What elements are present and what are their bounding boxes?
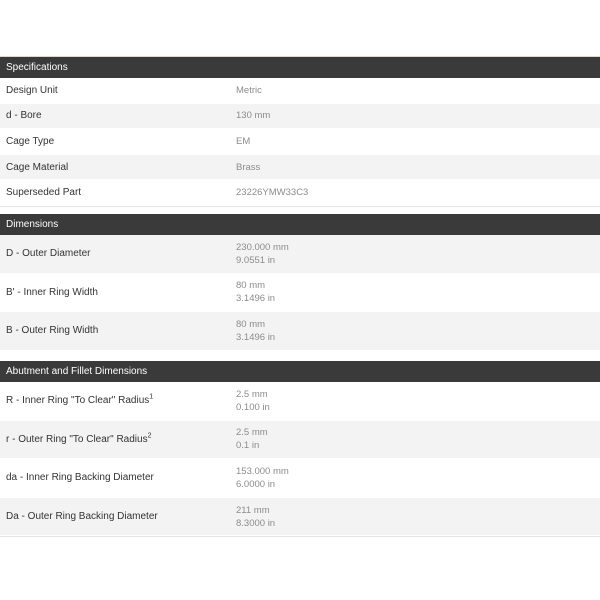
spec-label: Design Unit — [6, 84, 58, 96]
dimension-row — [0, 235, 600, 274]
spec-value: 23226YMW33C3 — [236, 187, 309, 199]
section-divider — [0, 536, 600, 537]
spec-label: Cage Type — [6, 135, 55, 147]
spec-value: Brass — [236, 161, 261, 173]
value-metric: 80 mm — [236, 280, 266, 292]
value-metric: 153.000 mm — [236, 465, 289, 477]
value-metric: 80 mm — [236, 318, 266, 330]
footnote-marker: 2 — [147, 432, 152, 440]
abutment-value — [236, 504, 275, 530]
abutment-label: da - Inner Ring Backing Diameter — [6, 472, 154, 484]
spec-label: Superseded Part — [6, 187, 82, 199]
abutment-label — [0, 434, 236, 445]
dimension-label: D - Outer Diameter — [6, 248, 91, 260]
spec-row — [0, 155, 600, 181]
abutment-label-text: r - Outer Ring "To Clear" Radius — [6, 433, 148, 445]
value-metric: 230.000 mm — [236, 241, 289, 253]
spec-value: Metric — [236, 84, 262, 96]
abutment-label — [0, 395, 236, 406]
dimensions-section — [0, 214, 600, 351]
value-imperial: 9.0551 in — [236, 254, 276, 266]
abutment-label-text: R - Inner Ring "To Clear" Radius — [6, 395, 150, 407]
dimension-value — [236, 279, 275, 305]
spec-label: Cage Material — [6, 161, 69, 173]
value-metric: 211 mm — [236, 504, 270, 516]
value-imperial: 3.1496 in — [236, 331, 276, 343]
abutment-label: Da - Outer Ring Backing Diameter — [6, 511, 158, 523]
spec-label: d - Bore — [6, 110, 42, 122]
value-metric: 2.5 mm — [236, 427, 268, 439]
value-imperial: 0.100 in — [236, 401, 270, 413]
abutment-section — [0, 361, 600, 537]
abutment-value — [236, 388, 270, 414]
spec-row — [0, 180, 600, 206]
spec-row — [0, 78, 600, 104]
section-header-abutment: Abutment and Fillet Dimensions — [0, 361, 600, 382]
abutment-value — [236, 426, 268, 452]
specifications-section — [0, 57, 600, 207]
spec-value: EM — [236, 135, 251, 147]
value-imperial: 3.1496 in — [236, 293, 276, 305]
dimension-value — [236, 318, 275, 344]
abutment-row — [0, 382, 600, 421]
dimension-row — [0, 312, 600, 351]
abutment-row — [0, 459, 600, 498]
spec-row — [0, 104, 600, 130]
spec-value: 130 mm — [236, 110, 271, 122]
footnote-marker: 1 — [149, 393, 154, 401]
value-metric: 2.5 mm — [236, 388, 268, 400]
abutment-value — [236, 465, 289, 491]
dimension-label: B - Outer Ring Width — [6, 325, 99, 337]
section-header-specifications: Specifications — [0, 57, 600, 78]
section-header-dimensions: Dimensions — [0, 214, 600, 235]
value-imperial: 6.0000 in — [236, 478, 276, 490]
dimension-row — [0, 274, 600, 313]
dimension-label: B' - Inner Ring Width — [6, 286, 98, 298]
section-divider — [0, 206, 600, 207]
value-imperial: 0.1 in — [236, 440, 260, 452]
spec-row — [0, 129, 600, 155]
dimension-value — [236, 241, 289, 267]
abutment-row — [0, 498, 600, 537]
value-imperial: 8.3000 in — [236, 517, 276, 529]
abutment-row — [0, 421, 600, 460]
